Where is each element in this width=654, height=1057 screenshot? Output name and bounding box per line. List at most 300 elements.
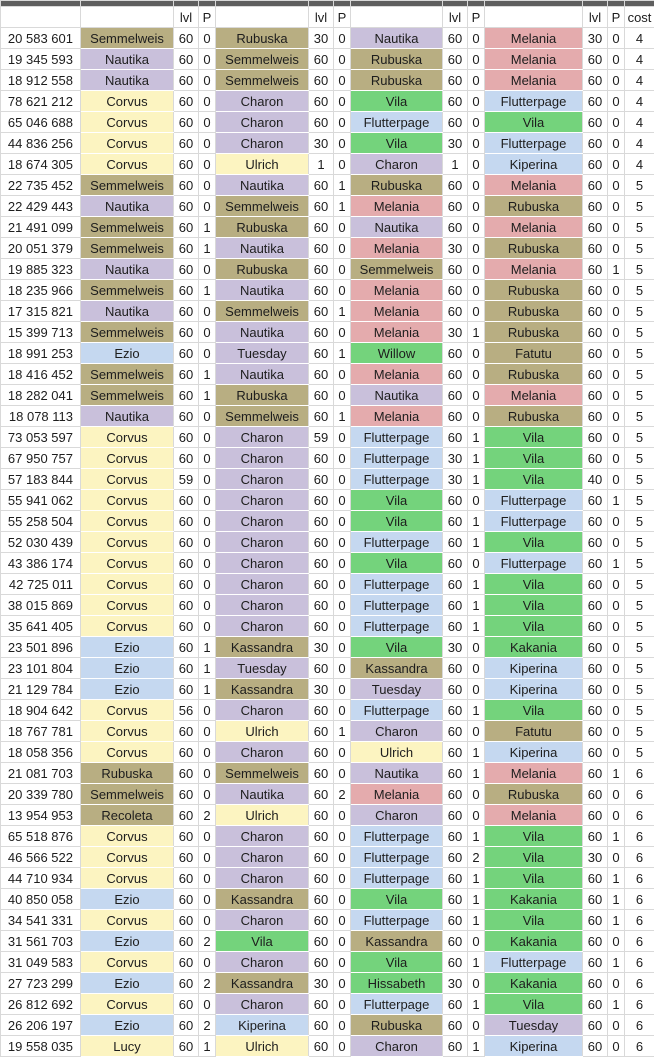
p-value-cell[interactable]: 0	[334, 280, 351, 301]
character-name-cell[interactable]: Tuesday	[485, 1015, 583, 1036]
level-cell[interactable]: 60	[443, 826, 468, 847]
p-value-cell[interactable]: 1	[468, 952, 485, 973]
p-value-cell[interactable]: 1	[199, 637, 216, 658]
character-name-cell[interactable]: Corvus	[81, 490, 174, 511]
level-cell[interactable]: 60	[174, 805, 199, 826]
p-value-cell[interactable]: 0	[199, 742, 216, 763]
p-value-cell[interactable]: 0	[334, 637, 351, 658]
level-cell[interactable]: 60	[174, 343, 199, 364]
character-name-cell[interactable]: Vila	[351, 91, 443, 112]
level-cell[interactable]: 60	[583, 490, 608, 511]
p-value-cell[interactable]: 1	[199, 1036, 216, 1057]
level-cell[interactable]: 60	[309, 70, 334, 91]
p-value-cell[interactable]: 1	[468, 889, 485, 910]
level-cell[interactable]: 60	[443, 91, 468, 112]
level-cell[interactable]: 60	[309, 931, 334, 952]
level-cell[interactable]: 60	[309, 784, 334, 805]
member-id-cell[interactable]: 44 836 256	[1, 133, 81, 154]
level-cell[interactable]: 60	[174, 28, 199, 49]
character-name-cell[interactable]: Corvus	[81, 511, 174, 532]
character-name-cell[interactable]: Kassandra	[351, 658, 443, 679]
character-name-cell[interactable]: Flutterpage	[485, 490, 583, 511]
p-value-cell[interactable]: 0	[608, 448, 625, 469]
character-name-cell[interactable]: Melania	[485, 217, 583, 238]
p-value-cell[interactable]: 0	[468, 259, 485, 280]
p-value-cell[interactable]: 1	[199, 238, 216, 259]
level-cell[interactable]: 60	[174, 658, 199, 679]
character-name-cell[interactable]: Rubuska	[485, 238, 583, 259]
member-id-cell[interactable]: 18 912 558	[1, 70, 81, 91]
character-name-cell[interactable]: Corvus	[81, 847, 174, 868]
member-id-cell[interactable]: 26 812 692	[1, 994, 81, 1015]
p-value-cell[interactable]: 0	[199, 49, 216, 70]
character-name-cell[interactable]: Nautika	[81, 406, 174, 427]
p-value-cell[interactable]: 0	[199, 784, 216, 805]
level-cell[interactable]: 60	[309, 889, 334, 910]
cost-cell[interactable]: 4	[625, 133, 654, 154]
level-cell[interactable]: 60	[174, 553, 199, 574]
level-cell[interactable]: 60	[443, 112, 468, 133]
header-lvl-cell[interactable]: lvl	[174, 7, 199, 28]
member-id-cell[interactable]: 42 725 011	[1, 574, 81, 595]
character-name-cell[interactable]: Charon	[216, 616, 309, 637]
level-cell[interactable]: 60	[309, 742, 334, 763]
character-name-cell[interactable]: Kakania	[485, 889, 583, 910]
cost-cell[interactable]: 4	[625, 70, 654, 91]
level-cell[interactable]: 60	[174, 385, 199, 406]
level-cell[interactable]: 60	[583, 679, 608, 700]
level-cell[interactable]: 30	[583, 847, 608, 868]
level-cell[interactable]: 60	[583, 217, 608, 238]
level-cell[interactable]: 60	[174, 322, 199, 343]
character-name-cell[interactable]: Charon	[216, 595, 309, 616]
cost-cell[interactable]: 6	[625, 826, 654, 847]
level-cell[interactable]: 60	[174, 70, 199, 91]
level-cell[interactable]: 60	[309, 700, 334, 721]
level-cell[interactable]: 56	[174, 700, 199, 721]
character-name-cell[interactable]: Ezio	[81, 343, 174, 364]
level-cell[interactable]: 60	[309, 343, 334, 364]
character-name-cell[interactable]: Melania	[485, 805, 583, 826]
p-value-cell[interactable]: 0	[334, 826, 351, 847]
p-value-cell[interactable]: 0	[334, 700, 351, 721]
p-value-cell[interactable]: 0	[199, 322, 216, 343]
p-value-cell[interactable]: 0	[608, 574, 625, 595]
level-cell[interactable]: 30	[443, 238, 468, 259]
p-value-cell[interactable]: 0	[608, 91, 625, 112]
level-cell[interactable]: 60	[583, 574, 608, 595]
p-value-cell[interactable]: 0	[199, 826, 216, 847]
character-name-cell[interactable]: Melania	[351, 196, 443, 217]
character-name-cell[interactable]: Rubuska	[485, 322, 583, 343]
p-value-cell[interactable]: 0	[199, 259, 216, 280]
character-name-cell[interactable]: Corvus	[81, 112, 174, 133]
level-cell[interactable]: 60	[443, 868, 468, 889]
level-cell[interactable]: 60	[583, 154, 608, 175]
p-value-cell[interactable]: 0	[468, 28, 485, 49]
member-id-cell[interactable]: 55 258 504	[1, 511, 81, 532]
p-value-cell[interactable]: 0	[468, 637, 485, 658]
p-value-cell[interactable]: 0	[199, 427, 216, 448]
character-name-cell[interactable]: Flutterpage	[351, 994, 443, 1015]
p-value-cell[interactable]: 0	[468, 343, 485, 364]
p-value-cell[interactable]: 0	[608, 238, 625, 259]
p-value-cell[interactable]: 0	[608, 322, 625, 343]
member-id-cell[interactable]: 18 416 452	[1, 364, 81, 385]
character-name-cell[interactable]: Semmelweis	[81, 280, 174, 301]
level-cell[interactable]: 60	[309, 1036, 334, 1057]
character-name-cell[interactable]: Willow	[351, 343, 443, 364]
header-name-cell[interactable]	[485, 7, 583, 28]
p-value-cell[interactable]: 0	[608, 301, 625, 322]
level-cell[interactable]: 60	[309, 238, 334, 259]
character-name-cell[interactable]: Kiperina	[485, 154, 583, 175]
p-value-cell[interactable]: 0	[199, 847, 216, 868]
cost-cell[interactable]: 4	[625, 49, 654, 70]
character-name-cell[interactable]: Nautika	[81, 49, 174, 70]
p-value-cell[interactable]: 1	[468, 868, 485, 889]
member-id-cell[interactable]: 31 561 703	[1, 931, 81, 952]
character-name-cell[interactable]: Semmelweis	[216, 406, 309, 427]
p-value-cell[interactable]: 0	[199, 574, 216, 595]
level-cell[interactable]: 60	[174, 175, 199, 196]
member-id-cell[interactable]: 15 399 713	[1, 322, 81, 343]
character-name-cell[interactable]: Corvus	[81, 154, 174, 175]
character-name-cell[interactable]: Flutterpage	[351, 868, 443, 889]
level-cell[interactable]: 30	[583, 28, 608, 49]
level-cell[interactable]: 60	[174, 259, 199, 280]
p-value-cell[interactable]: 0	[468, 553, 485, 574]
character-name-cell[interactable]: Kassandra	[216, 889, 309, 910]
character-name-cell[interactable]: Recoleta	[81, 805, 174, 826]
character-name-cell[interactable]: Corvus	[81, 994, 174, 1015]
character-name-cell[interactable]: Nautika	[81, 70, 174, 91]
p-value-cell[interactable]: 0	[608, 280, 625, 301]
level-cell[interactable]: 60	[583, 511, 608, 532]
level-cell[interactable]: 60	[174, 847, 199, 868]
character-name-cell[interactable]: Flutterpage	[351, 847, 443, 868]
level-cell[interactable]: 60	[174, 511, 199, 532]
level-cell[interactable]: 60	[174, 217, 199, 238]
p-value-cell[interactable]: 0	[468, 238, 485, 259]
p-value-cell[interactable]: 0	[608, 679, 625, 700]
p-value-cell[interactable]: 1	[199, 385, 216, 406]
level-cell[interactable]: 60	[583, 322, 608, 343]
cost-cell[interactable]: 5	[625, 532, 654, 553]
level-cell[interactable]: 60	[174, 679, 199, 700]
p-value-cell[interactable]: 0	[334, 616, 351, 637]
p-value-cell[interactable]: 0	[334, 595, 351, 616]
p-value-cell[interactable]: 1	[608, 994, 625, 1015]
member-id-cell[interactable]: 19 558 035	[1, 1036, 81, 1057]
p-value-cell[interactable]: 0	[468, 1015, 485, 1036]
character-name-cell[interactable]: Nautika	[81, 301, 174, 322]
cost-cell[interactable]: 5	[625, 322, 654, 343]
character-name-cell[interactable]: Semmelweis	[81, 238, 174, 259]
level-cell[interactable]: 60	[309, 469, 334, 490]
p-value-cell[interactable]: 1	[608, 763, 625, 784]
level-cell[interactable]: 60	[174, 406, 199, 427]
level-cell[interactable]: 60	[443, 364, 468, 385]
p-value-cell[interactable]: 1	[468, 763, 485, 784]
member-id-cell[interactable]: 18 235 966	[1, 280, 81, 301]
character-name-cell[interactable]: Melania	[351, 238, 443, 259]
p-value-cell[interactable]: 1	[334, 721, 351, 742]
character-name-cell[interactable]: Nautika	[216, 280, 309, 301]
character-name-cell[interactable]: Rubuska	[485, 196, 583, 217]
level-cell[interactable]: 60	[443, 301, 468, 322]
level-cell[interactable]: 60	[443, 889, 468, 910]
p-value-cell[interactable]: 1	[468, 742, 485, 763]
p-value-cell[interactable]: 0	[199, 28, 216, 49]
level-cell[interactable]: 60	[174, 154, 199, 175]
character-name-cell[interactable]: Charon	[216, 994, 309, 1015]
p-value-cell[interactable]: 0	[608, 1036, 625, 1057]
character-name-cell[interactable]: Semmelweis	[216, 49, 309, 70]
level-cell[interactable]: 60	[309, 868, 334, 889]
character-name-cell[interactable]: Corvus	[81, 910, 174, 931]
p-value-cell[interactable]: 0	[199, 490, 216, 511]
p-value-cell[interactable]: 1	[199, 679, 216, 700]
character-name-cell[interactable]: Vila	[485, 112, 583, 133]
level-cell[interactable]: 60	[174, 889, 199, 910]
p-value-cell[interactable]: 0	[334, 1015, 351, 1036]
header-name-cell[interactable]	[216, 7, 309, 28]
p-value-cell[interactable]: 0	[334, 952, 351, 973]
member-id-cell[interactable]: 21 129 784	[1, 679, 81, 700]
level-cell[interactable]: 60	[583, 427, 608, 448]
cost-cell[interactable]: 5	[625, 448, 654, 469]
cost-cell[interactable]: 5	[625, 427, 654, 448]
character-name-cell[interactable]: Semmelweis	[81, 28, 174, 49]
cost-cell[interactable]: 6	[625, 994, 654, 1015]
header-lvl-cell[interactable]: lvl	[443, 7, 468, 28]
cost-cell[interactable]: 5	[625, 469, 654, 490]
level-cell[interactable]: 60	[174, 490, 199, 511]
p-value-cell[interactable]: 0	[199, 721, 216, 742]
level-cell[interactable]: 30	[443, 637, 468, 658]
p-value-cell[interactable]: 1	[468, 427, 485, 448]
level-cell[interactable]: 30	[443, 973, 468, 994]
character-name-cell[interactable]: Charon	[351, 1036, 443, 1057]
p-value-cell[interactable]: 0	[334, 364, 351, 385]
level-cell[interactable]: 60	[583, 364, 608, 385]
p-value-cell[interactable]: 0	[334, 742, 351, 763]
p-value-cell[interactable]: 0	[199, 196, 216, 217]
p-value-cell[interactable]: 0	[608, 931, 625, 952]
character-name-cell[interactable]: Kiperina	[216, 1015, 309, 1036]
level-cell[interactable]: 60	[443, 532, 468, 553]
cost-cell[interactable]: 5	[625, 196, 654, 217]
character-name-cell[interactable]: Tuesday	[216, 343, 309, 364]
level-cell[interactable]: 60	[583, 196, 608, 217]
character-name-cell[interactable]: Melania	[351, 280, 443, 301]
p-value-cell[interactable]: 1	[468, 826, 485, 847]
level-cell[interactable]: 60	[583, 721, 608, 742]
level-cell[interactable]: 30	[443, 322, 468, 343]
character-name-cell[interactable]: Ulrich	[216, 721, 309, 742]
character-name-cell[interactable]: Lucy	[81, 1036, 174, 1057]
p-value-cell[interactable]: 0	[608, 343, 625, 364]
character-name-cell[interactable]: Ezio	[81, 931, 174, 952]
p-value-cell[interactable]: 0	[608, 70, 625, 91]
character-name-cell[interactable]: Ulrich	[216, 805, 309, 826]
character-name-cell[interactable]: Rubuska	[216, 28, 309, 49]
p-value-cell[interactable]: 0	[199, 763, 216, 784]
cost-cell[interactable]: 4	[625, 112, 654, 133]
character-name-cell[interactable]: Vila	[351, 511, 443, 532]
level-cell[interactable]: 60	[583, 112, 608, 133]
p-value-cell[interactable]: 0	[199, 133, 216, 154]
p-value-cell[interactable]: 1	[468, 595, 485, 616]
p-value-cell[interactable]: 0	[608, 700, 625, 721]
level-cell[interactable]: 60	[309, 721, 334, 742]
character-name-cell[interactable]: Melania	[485, 49, 583, 70]
level-cell[interactable]: 40	[583, 469, 608, 490]
level-cell[interactable]: 60	[309, 448, 334, 469]
p-value-cell[interactable]: 0	[334, 973, 351, 994]
character-name-cell[interactable]: Flutterpage	[351, 532, 443, 553]
character-name-cell[interactable]: Ulrich	[216, 154, 309, 175]
character-name-cell[interactable]: Ezio	[81, 1015, 174, 1036]
p-value-cell[interactable]: 0	[334, 1036, 351, 1057]
cost-cell[interactable]: 6	[625, 931, 654, 952]
cost-cell[interactable]: 4	[625, 91, 654, 112]
character-name-cell[interactable]: Vila	[485, 868, 583, 889]
member-id-cell[interactable]: 18 282 041	[1, 385, 81, 406]
p-value-cell[interactable]: 1	[468, 532, 485, 553]
level-cell[interactable]: 60	[583, 637, 608, 658]
p-value-cell[interactable]: 0	[468, 154, 485, 175]
level-cell[interactable]: 60	[583, 994, 608, 1015]
member-id-cell[interactable]: 67 950 757	[1, 448, 81, 469]
character-name-cell[interactable]: Charon	[216, 133, 309, 154]
character-name-cell[interactable]: Vila	[485, 847, 583, 868]
level-cell[interactable]: 60	[174, 112, 199, 133]
cost-cell[interactable]: 5	[625, 700, 654, 721]
character-name-cell[interactable]: Kiperina	[485, 742, 583, 763]
p-value-cell[interactable]: 0	[608, 784, 625, 805]
character-name-cell[interactable]: Corvus	[81, 553, 174, 574]
character-name-cell[interactable]: Semmelweis	[81, 784, 174, 805]
header-lvl-cell[interactable]: lvl	[583, 7, 608, 28]
p-value-cell[interactable]: 1	[608, 910, 625, 931]
level-cell[interactable]: 60	[309, 658, 334, 679]
member-id-cell[interactable]: 23 501 896	[1, 637, 81, 658]
p-value-cell[interactable]: 0	[608, 427, 625, 448]
cost-cell[interactable]: 5	[625, 742, 654, 763]
p-value-cell[interactable]: 0	[608, 112, 625, 133]
cost-cell[interactable]: 6	[625, 973, 654, 994]
character-name-cell[interactable]: Corvus	[81, 574, 174, 595]
level-cell[interactable]: 60	[443, 700, 468, 721]
level-cell[interactable]: 60	[174, 1036, 199, 1057]
character-name-cell[interactable]: Charon	[216, 511, 309, 532]
level-cell[interactable]: 60	[583, 952, 608, 973]
character-name-cell[interactable]: Vila	[485, 910, 583, 931]
level-cell[interactable]: 60	[583, 532, 608, 553]
p-value-cell[interactable]: 1	[468, 994, 485, 1015]
character-name-cell[interactable]: Fatutu	[485, 343, 583, 364]
p-value-cell[interactable]: 1	[608, 553, 625, 574]
level-cell[interactable]: 60	[443, 28, 468, 49]
cost-cell[interactable]: 6	[625, 889, 654, 910]
level-cell[interactable]: 60	[309, 763, 334, 784]
p-value-cell[interactable]: 1	[334, 175, 351, 196]
member-id-cell[interactable]: 18 078 113	[1, 406, 81, 427]
level-cell[interactable]: 60	[174, 280, 199, 301]
header-name-cell[interactable]	[81, 7, 174, 28]
character-name-cell[interactable]: Kassandra	[216, 679, 309, 700]
character-name-cell[interactable]: Corvus	[81, 721, 174, 742]
cost-cell[interactable]: 6	[625, 1015, 654, 1036]
character-name-cell[interactable]: Semmelweis	[81, 364, 174, 385]
member-id-cell[interactable]: 22 735 452	[1, 175, 81, 196]
cost-cell[interactable]: 5	[625, 574, 654, 595]
level-cell[interactable]: 60	[309, 595, 334, 616]
p-value-cell[interactable]: 1	[608, 259, 625, 280]
level-cell[interactable]: 60	[174, 448, 199, 469]
character-name-cell[interactable]: Semmelweis	[216, 70, 309, 91]
level-cell[interactable]: 60	[443, 343, 468, 364]
level-cell[interactable]: 60	[443, 385, 468, 406]
level-cell[interactable]: 60	[174, 616, 199, 637]
p-value-cell[interactable]: 0	[608, 385, 625, 406]
p-value-cell[interactable]: 0	[334, 532, 351, 553]
member-id-cell[interactable]: 55 941 062	[1, 490, 81, 511]
character-name-cell[interactable]: Charon	[216, 91, 309, 112]
p-value-cell[interactable]: 0	[334, 469, 351, 490]
member-id-cell[interactable]: 21 491 099	[1, 217, 81, 238]
p-value-cell[interactable]: 0	[334, 133, 351, 154]
p-value-cell[interactable]: 0	[468, 364, 485, 385]
cost-cell[interactable]: 4	[625, 154, 654, 175]
cost-cell[interactable]: 5	[625, 721, 654, 742]
character-name-cell[interactable]: Nautika	[351, 217, 443, 238]
character-name-cell[interactable]: Kassandra	[216, 637, 309, 658]
character-name-cell[interactable]: Semmelweis	[81, 385, 174, 406]
level-cell[interactable]: 60	[583, 553, 608, 574]
p-value-cell[interactable]: 0	[468, 91, 485, 112]
level-cell[interactable]: 60	[309, 49, 334, 70]
p-value-cell[interactable]: 0	[608, 805, 625, 826]
level-cell[interactable]: 30	[309, 679, 334, 700]
level-cell[interactable]: 60	[583, 343, 608, 364]
p-value-cell[interactable]: 1	[199, 280, 216, 301]
character-name-cell[interactable]: Vila	[485, 595, 583, 616]
character-name-cell[interactable]: Vila	[485, 826, 583, 847]
p-value-cell[interactable]: 0	[468, 679, 485, 700]
level-cell[interactable]: 60	[309, 952, 334, 973]
character-name-cell[interactable]: Ezio	[81, 973, 174, 994]
character-name-cell[interactable]: Corvus	[81, 616, 174, 637]
p-value-cell[interactable]: 0	[199, 70, 216, 91]
p-value-cell[interactable]: 0	[468, 196, 485, 217]
level-cell[interactable]: 60	[174, 238, 199, 259]
character-name-cell[interactable]: Vila	[351, 889, 443, 910]
member-id-cell[interactable]: 34 541 331	[1, 910, 81, 931]
level-cell[interactable]: 60	[583, 385, 608, 406]
p-value-cell[interactable]: 2	[199, 973, 216, 994]
p-value-cell[interactable]: 0	[468, 385, 485, 406]
level-cell[interactable]: 60	[443, 805, 468, 826]
level-cell[interactable]: 60	[309, 994, 334, 1015]
character-name-cell[interactable]: Nautika	[216, 238, 309, 259]
p-value-cell[interactable]: 0	[334, 112, 351, 133]
level-cell[interactable]: 30	[443, 448, 468, 469]
character-name-cell[interactable]: Charon	[216, 469, 309, 490]
header-p-cell[interactable]: P	[199, 7, 216, 28]
